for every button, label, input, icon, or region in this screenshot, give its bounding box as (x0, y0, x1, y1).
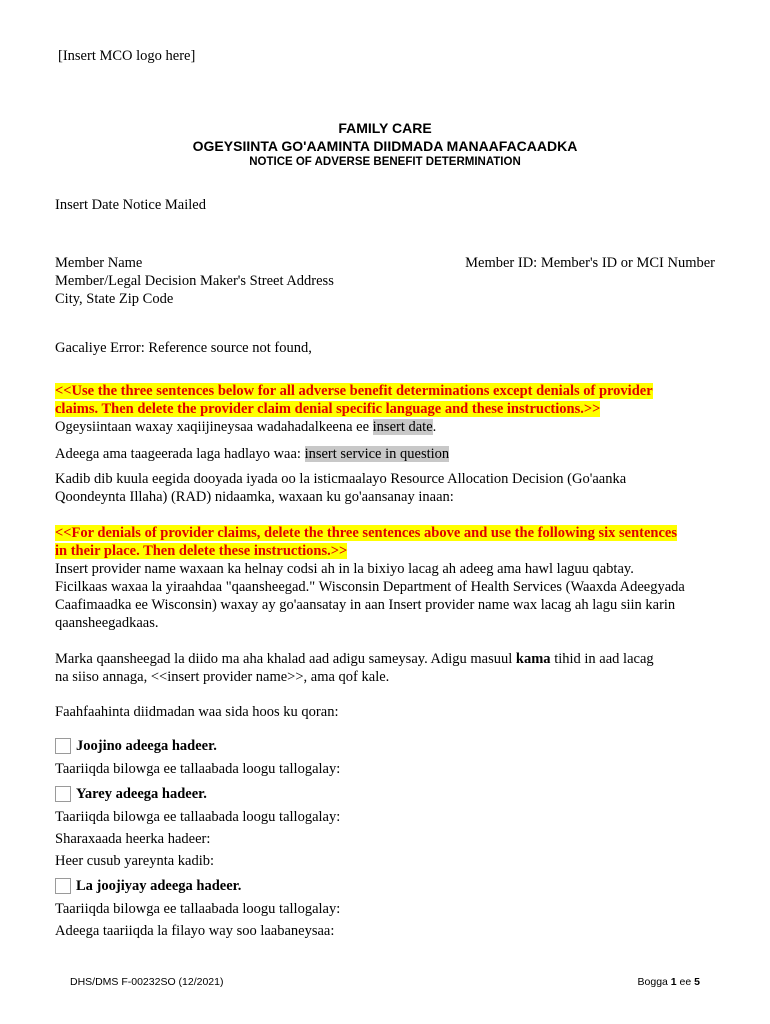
title-somali: OGEYSIINTA GO'AAMINTA DIIDMADA MANAAFACAADKA (192, 138, 578, 154)
paragraph-4-line2: Ficilkaas waxaa la yiraahdaa "qaansheegad." Wisconsin Department of Health Services (Waaxda Adeegyada (55, 579, 685, 595)
checkbox-suspend-service[interactable] (55, 878, 71, 894)
paragraph-3-line1: Kadib dib kuula eegida dooyada iyada oo la isticmaalayo Resource Allocation Decision (Go'aanka (55, 471, 627, 487)
option-reduce-service-current-level: Sharaxaada heerka hadeer: (55, 831, 211, 847)
paragraph-4-line3: Caafimaadka ee Wisconsin) waxay ay go'aansatay in aan Insert provider name wax lacag ah lagu siin karin (55, 597, 676, 613)
instruction-2-line1: <<For denials of provider claims, delete the three sentences above and use the following six sentences (55, 525, 677, 541)
instruction-1-line2: claims. Then delete the provider claim denial specific language and these instructions.>> (55, 401, 601, 417)
option-suspend-service (55, 877, 715, 895)
paragraph-1-end: . (432, 419, 437, 435)
title-english: NOTICE OF ADVERSE BENEFIT DETERMINATION (249, 156, 521, 168)
paragraph-4-line4: qaansheegadkaas. (55, 615, 159, 631)
checkbox-reduce-service[interactable] (55, 786, 71, 802)
paragraph-5-line1a: Marka qaansheegad la diido ma aha khalad aad adigu sameysay. Adigu masuul (55, 651, 516, 667)
paragraph-3-line2: Qoondeynta Illaha) (RAD) nidaamka, waxaan ku go'aansanay inaan: (55, 489, 454, 505)
option-reduce-service (55, 785, 715, 803)
paragraph-5 (55, 650, 715, 686)
paragraph-1 (55, 418, 715, 436)
paragraph-4 (55, 560, 715, 632)
option-suspend-service-label: La joojiyay adeega hadeer. (76, 878, 242, 894)
option-suspend-service-start-date: Taariiqda bilowga ee tallaabada loogu tallogalay: (55, 901, 341, 917)
page-mid: ee (676, 976, 695, 988)
title-family-care: FAMILY CARE (338, 120, 432, 136)
instruction-1 (55, 382, 715, 418)
notice-date: Insert Date Notice Mailed (55, 197, 206, 213)
page-current: 1 (670, 976, 677, 988)
member-id: Member ID: Member's ID or MCI Number (465, 255, 715, 271)
insert-service-field: insert service in question (304, 446, 450, 462)
footer-form-id: DHS/DMS F-00232SO (12/2021) (70, 976, 224, 988)
paragraph-5-line1c: tihid in aad lacag (550, 651, 654, 667)
details-intro: Faahfaahinta diidmadan waa sida hoos ku qoran: (55, 704, 339, 720)
instruction-2-line2: in their place. Then delete these instructions.>> (55, 543, 348, 559)
option-reduce-service-new-level: Heer cusub yareynta kadib: (55, 853, 215, 869)
option-suspend-service-resume-date: Adeega taariiqda la filayo way soo laabaneysaa: (55, 923, 335, 939)
page-prefix: Bogga (637, 976, 671, 988)
member-street: Member/Legal Decision Maker's Street Address (55, 273, 334, 289)
paragraph-2 (55, 445, 715, 463)
insert-date-field: insert date (372, 419, 433, 435)
paragraph-5-line2: na siiso annaga, <<insert provider name>>, ama qof kale. (55, 669, 390, 685)
option-reduce-service-label: Yarey adeega hadeer. (76, 786, 207, 802)
paragraph-2-text: Adeega ama taageerada laga hadlayo waa: (55, 446, 305, 462)
option-stop-service-start-date: Taariiqda bilowga ee tallaabada loogu tallogalay: (55, 761, 341, 777)
logo-placeholder: [Insert MCO logo here] (58, 48, 196, 64)
option-reduce-service-start-date: Taariiqda bilowga ee tallaabada loogu tallogalay: (55, 809, 341, 825)
member-city: City, State Zip Code (55, 291, 174, 307)
error-line: Gacaliye Error: Reference source not found, (55, 340, 312, 356)
checkbox-stop-service[interactable] (55, 738, 71, 754)
member-name: Member Name (55, 255, 143, 271)
instruction-1-line1: <<Use the three sentences below for all adverse benefit determinations except denials of provider (55, 383, 653, 399)
option-stop-service (55, 737, 715, 755)
paragraph-3 (55, 470, 715, 506)
page-total: 5 (694, 976, 700, 988)
paragraph-1-text: Ogeysiintaan waxay xaqiijineysaa wadahadalkeena ee (55, 419, 373, 435)
paragraph-4-line1: Insert provider name waxaan ka helnay codsi ah in la bixiyo lacag ah adeeg ama hawl laguu qabtay. (55, 561, 634, 577)
instruction-2 (55, 524, 715, 560)
footer-page-number (638, 976, 700, 988)
option-stop-service-label: Joojino adeega hadeer. (76, 738, 217, 754)
paragraph-5-bold: kama (515, 651, 551, 667)
